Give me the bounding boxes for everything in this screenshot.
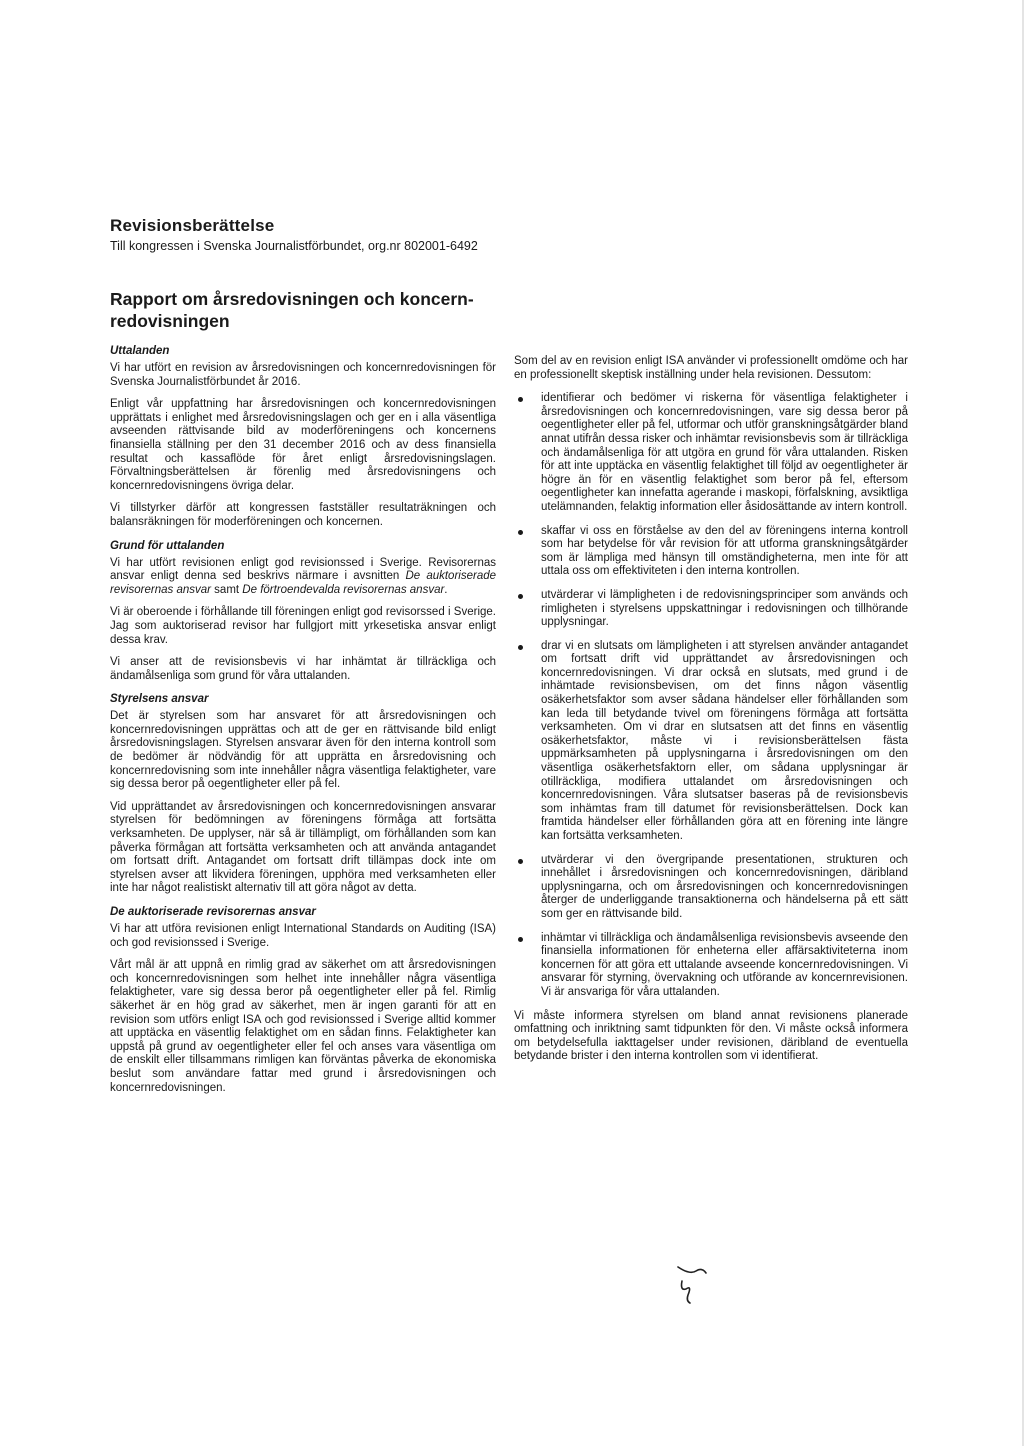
paragraph: Vi anser att de revisionsbevis vi har inhämtat är tillräckliga och ändamålsenliga som grund för våra uttalanden. [110,656,496,682]
list-item-text: identifierar och bedömer vi riskerna för väsentliga felaktigheter i årsredovisningen och koncernredovisningen, vare sig dessa beror på oegentligheter eller på fel, utformar och utför granskningsåtgärder bland annat utifrån dessa risker och inhämtar revisionsbevis som är tillräckliga och ändamålsenliga för att utgöra en grund för våra uttalanden. Risken för att inte upptäcka en väsentlig felaktighet till följd av oegentligheter är högre än för en väsentlig felaktighet som beror på fel, eftersom oegentligheter kan innefatta agerande i maskopi, förfalskning, avsiktliga utelämnanden, felaktig information eller åsidosättande av intern kontroll. [541,392,908,513]
bullet-icon [518,530,523,535]
paragraph: Vi är oberoende i förhållande till föreningen enligt god revisorssed i Sverige. Jag som auktoriserad revisor har fullgjort mitt yrkesetiska ansvar enligt dessa krav. [110,606,496,646]
closing-paragraph: Vi måste informera styrelsen om bland annat revisionens planerade omfattning och inriktning samt tidpunkten för den. Vi måste också informera om betydelsefulla iakttagelser under revisionen, däribland de eventuella betydande brister i den interna kontrollen som vi identifierat. [514,1009,908,1063]
document-subtitle: Till kongressen i Svenska Journalistförbundet, org.nr 802001-6492 [110,239,478,253]
list-item-text: utvärderar vi lämpligheten i de redovisningsprinciper som används och rimligheten i styrelsens uppskattningar i redovisningen och tillhörande upplysningar. [541,588,908,629]
bullet-icon [518,594,523,599]
bullet-icon [518,937,523,942]
italic-reference: De förtroendevalda revisorernas ansvar [242,583,445,596]
report-heading: Rapport om årsredovisningen och koncernredovisningen [110,289,474,331]
list-item-text: inhämtar vi tillräckliga och ändamålsenliga revisionsbevis avseende den finansiella informationen för enheterna eller affärsaktiviteterna inom koncernen för att göra ett uttalande avseende koncernredovisningen. Vi ansvarar för styrning, övervakning och utförande av koncernrevisionen. Vi är ansvariga för våra uttalanden. [541,931,908,998]
list-item-text: skaffar vi oss en förståelse av den del av föreningens interna kontroll som har betydelse för vår revision för att utforma granskningsåtgärder som är lämpliga med hänsyn till omständigheterna, men inte för att uttala oss om effektiviteten i den interna kontrollen. [541,524,908,578]
bullet-icon [518,859,523,864]
paragraph: Det är styrelsen som har ansvaret för att årsredovisningen och koncernredovisningen upprättas och att de ger en rättvisande bild enligt årsredovisningslagen. Styrelsen ansvarar även för den interna kontroll som de bedömer är nödvändig för att upprätta en årsredovisning och koncernredovisning som inte innehåller några väsentliga felaktigheter, vare sig dessa beror på oegentligheter eller på fel. [110,710,496,791]
paragraph [110,557,496,598]
bullet-list [514,392,908,999]
paragraph-text: Vi har utfört revisionen enligt god revisionssed i Sverige. Revisorernas ansvar enligt denna sed beskrivs närmare i avsnitten [110,556,496,583]
paragraph: Vi har att utföra revisionen enligt International Standards on Auditing (ISA) och god revisionssed i Sverige. [110,923,496,949]
list-item [514,525,908,579]
document-title: Revisionsberättelse [110,216,275,235]
paragraph: Vid upprättandet av årsredovisningen och koncernredovisningen ansvarar styrelsen för bedömningen av föreningens förmåga att fortsätta verksamheten. De upplyser, när så är tillämpligt, om förhållanden som kan påverka förmågan att fortsätta verksamheten och att använda antagandet om fortsatt drift. Antagandet om fortsatt drift tillämpas dock inte om styrelsen avser att likvidera föreningen, upphöra med verksamheten eller inte har något realistiskt alternativ till att göra något av detta. [110,800,496,895]
section-heading-grund: Grund för uttalanden [110,539,225,552]
paragraph: Vårt mål är att uppnå en rimlig grad av säkerhet om att årsredovisningen och koncernredovisningen som helhet inte innehåller några väsentliga felaktigheter, vare sig dessa beror på oegentligheter eller på fel. Rimlig säkerhet är en hög grad av säkerhet, men är ingen garanti för att en revision som utförs enligt ISA och god revisionssed i Sverige alltid kommer att upptäcka en väsentlig felaktighet om en sådan finns. Felaktigheter kan uppstå på grund av oegentligheter eller fel och anses vara väsentliga om de enskilt eller tillsammans rimligen kan förväntas påverka de ekonomiska beslut som användare fattar med grund i årsredovisningen och koncernredovisningen. [110,959,496,1094]
list-item-text: drar vi en slutsats om lämpligheten i att styrelsen använder antagandet om fortsatt drift vid upprättandet av årsredovisningen och koncernredovisningen. Vi drar också en slutsats, med grund i de inhämtade revisionsbevisen, om det finns någon väsentlig osäkerhetsfaktor som avser sådana händelser eller förhållanden som kan leda till betydande tvivel om föreningens förmåga att fortsätta verksamheten. Om vi drar en slutsatsen att det finns en väsentlig osäkerhetsfaktor, måste vi i revisionsberättelsen fästa uppmärksamheten på upplysningarna i årsredovisningen om den väsentliga osäkerhetsfaktorn eller, om sådana upplysningar är otillräckliga, modifiera uttalandet om årsredovisningen och koncernredovisningen. Våra slutsatser baseras på de revisionsbevis som inhämtas fram till datumet för revisionsberättelsen. Dock kan framtida händelser eller förhållanden göra att en förening inte längre kan fortsätta verksamheten. [541,639,908,842]
document-header [110,216,910,254]
paragraph: Enligt vår uppfattning har årsredovisningen och koncernredovisningen upprättats i enlighet med årsredovisningslagen och ger en i alla väsentliga avseenden rättvisande bild av moderföreningens och koncernens finansiella ställning per den 31 december 2016 och av dess finansiella resultat och kassaflöde för året enligt årsredovisningslagen. Förvaltningsberättelsen är förenlig med årsredovisningens och koncernredovisningens övriga delar. [110,398,496,492]
list-item-text: utvärderar vi den övergripande presentationen, strukturen och innehållet i årsredovisningen och koncernredovisningen, däribland upplysningarna, och om årsredovisningen och koncernredovisningen återger de underliggande transaktionerna och händelserna på ett sätt som ger en rättvisande bild. [541,853,908,920]
list-item [514,854,908,922]
paragraph: Som del av en revision enligt ISA använder vi professionellt omdöme och har en professionellt skeptisk inställning under hela revisionen. Dessutom: [514,355,908,381]
left-column [110,340,496,1104]
right-column [514,355,908,1073]
section-heading-styrelsens-ansvar: Styrelsens ansvar [110,693,209,706]
bullet-icon [518,397,523,402]
paragraph: Vi tillstyrker därför att kongressen fastställer resultaträkningen och balansräkningen för moderföreningen och koncernen. [110,502,496,528]
paragraph-text: samt [210,583,243,596]
italic-reference: De auktoriserade revisorernas ansvar [110,570,497,596]
paragraph-text: . [444,583,448,596]
list-item [514,589,908,630]
list-item [514,392,908,514]
list-item [514,640,908,844]
paragraph: Vi har utfört en revision av årsredovisningen och koncernredovisningen för Svenska Journalistförbundet år 2016. [110,362,496,388]
list-item [514,932,908,1000]
initials-signature-icon [676,1265,736,1305]
section-heading-revisorernas-ansvar: De auktoriserade revisorernas ansvar [110,906,316,918]
bullet-icon [518,645,523,650]
section-heading-uttalanden: Uttalanden [110,345,170,357]
